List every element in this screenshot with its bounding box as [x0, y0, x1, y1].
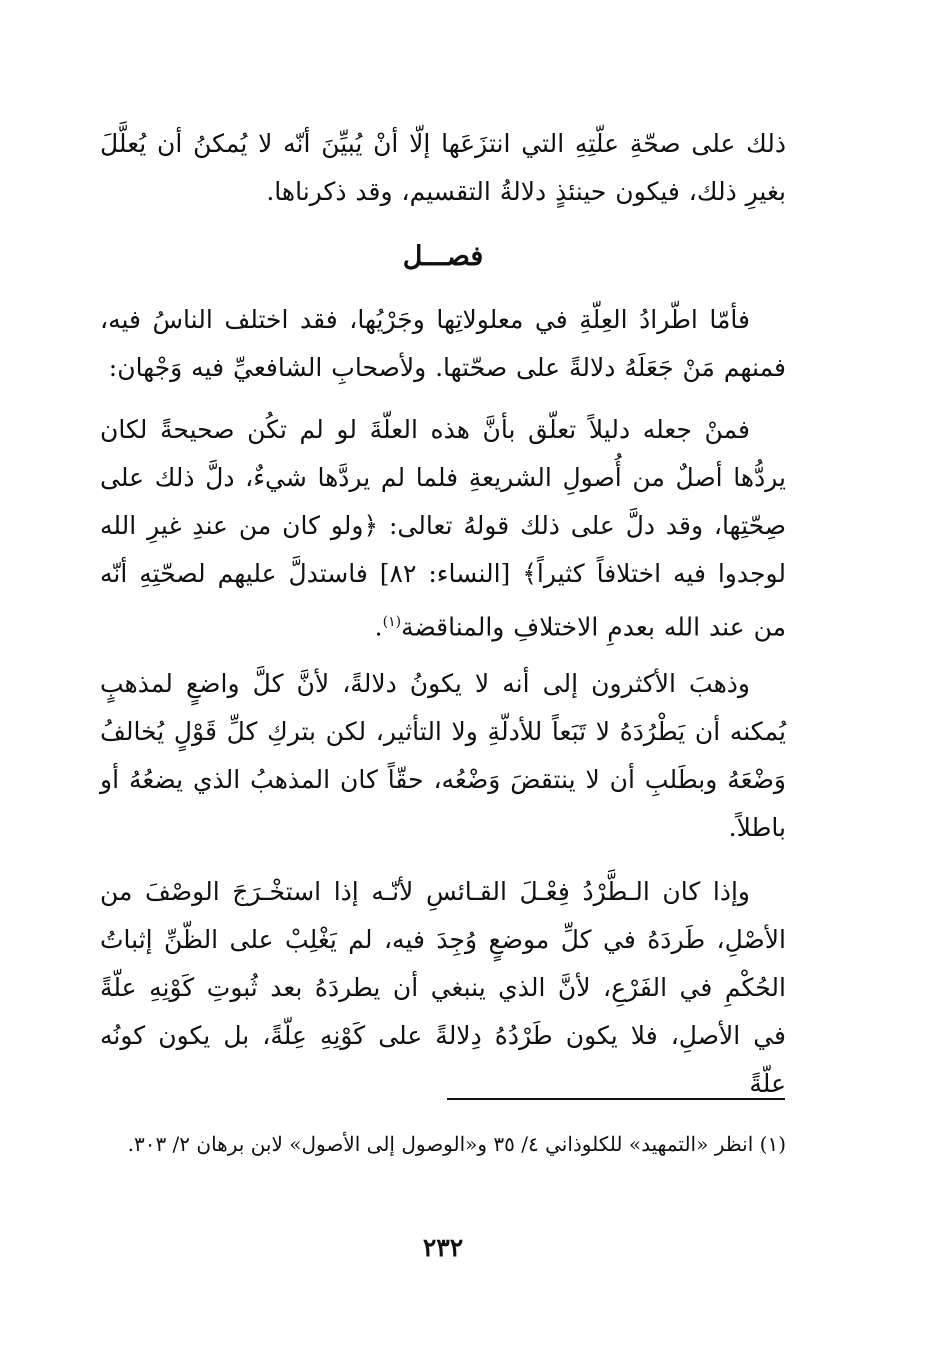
paragraph-tard	[100, 868, 786, 1108]
paragraph-majority-view	[100, 660, 786, 852]
paragraph-text	[100, 406, 786, 651]
footnote-text: (١) انظر «التمهيد» للكلوذاني ٤/ ٣٥ و«الوصول إلى الأصول» لابن برهان ٢/ ٣٠٣.	[127, 1132, 786, 1156]
footnote-divider	[447, 1098, 785, 1100]
section-heading: فصـــل	[402, 241, 484, 272]
paragraph-text: ذلك على صحّةِ علّتِهِ التي انتزَعَها إلّا أنْ يُبيِّنَ أنّه لا يُمكنُ أن يُعلَّلَ بغيرِ ذلك، فيكون حينئذٍ دلالةُ التقسيم، وقد ذكرناها.	[100, 129, 786, 206]
paragraph-body: وذهبَ الأكثرون إلى أنه لا يكونُ دلالةً، لأنَّ كلَّ واضعٍ لمذهبٍ يُمكنه أن يَطْرُدَهُ لا تَبَعاً للأدلّةِ ولا التأثير، لكن بتركِ كلِّ قَوْلٍ يُخالفُ وَضْعَهُ وبطَلبِ أن لا ينتقضَ وَضْعُه، حقّاً كان المذهبُ الذي يضعُهُ أو باطلاً.	[100, 669, 786, 842]
paragraph-end: .	[374, 612, 383, 642]
paragraph-text	[100, 660, 786, 852]
footnote-reference[interactable]: (١)	[382, 614, 402, 630]
paragraph-text	[100, 868, 786, 1108]
footnote	[100, 1124, 786, 1164]
paragraph-body: وإذا كان الـطَّرْدُ فِعْـلَ القـائسِ لأنّـه إذا استخْـرَجَ الوصْفَ من الأصْلِ، طَردَهُ في كلِّ موضعٍ وُجِدَ فيه، لم يَغْلِبْ على الظّنِّ إثباتُ الحُكْمِ في الفَرْعِ، لأنَّ الذي ينبغي أن يطردَهُ بعد ثُبوتِ كَوْنِهِ علّةً في الأصلِ، فلا يكون طَرْدُهُ دِلالةً على كَوْنِهِ عِلّةً، بل يكون كونُه علّةً	[100, 877, 786, 1098]
paragraph-body: فمنْ جعله دليلاً تعلّق بأنَّ هذه العلّةَ لو لم تكُن صحيحةً لكان يردُّها أصلٌ من أُصولِ الشريعةِ فلما لم يردَّها شيءٌ، دلَّ ذلك على صِحّتِها، وقد دلَّ على ذلك قولهُ تعالى: ﴿ولو كان من عندِ غيرِ الله لوجدوا فيه اختلافاً كثيراً﴾ [النساء: ٨٢] فاستدلَّ عليهم لصحّتِهِ أنّه من عند الله بعدمِ الاختلافِ والمناقضة	[100, 415, 786, 642]
paragraph-ittirad	[100, 296, 786, 392]
paragraph-body: فأمّا اطّرادُ العِلّةِ في معلولاتِها وجَرْيُها، فقد اختلف الناسُ فيه، فمنهم مَنْ جَعَلَهُ دلالةً على صحّتها. ولأصحابِ الشافعيِّ فيه وَجْهان:	[100, 305, 786, 382]
paragraph-text	[100, 296, 786, 392]
page-number: ٢٣٢	[422, 1233, 464, 1262]
paragraph-continuation	[100, 120, 786, 216]
paragraph-first-view	[100, 406, 786, 651]
